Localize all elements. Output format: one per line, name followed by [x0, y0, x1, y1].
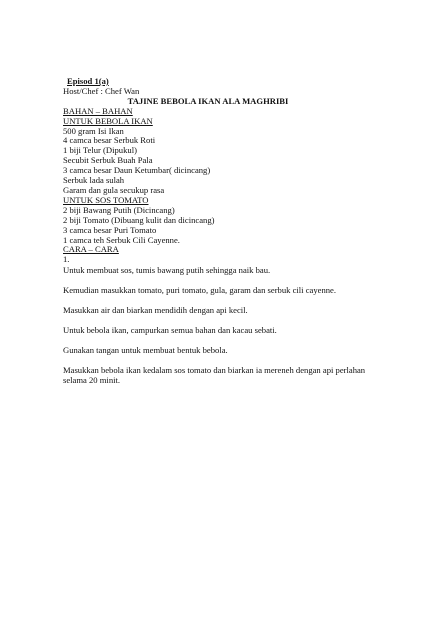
ingredient-item: 1 camca teh Serbuk Cili Cayenne.	[63, 234, 180, 245]
bebola-ingredient-list	[63, 127, 383, 196]
step-paragraph: Gunakan tangan untuk membuat bentuk bebola.	[63, 344, 228, 355]
ingredients-heading: BAHAN – BAHAN	[63, 105, 133, 116]
step-paragraph: Masukkan bebola ikan kedalam sos tomato dan biarkan ia mereneh dengan api perlahan selama 20 minit.	[63, 364, 366, 385]
ingredient-item: Serbuk lada sulah	[63, 175, 125, 186]
step-paragraph: Untuk bebola ikan, campurkan semua bahan dan kacau sebati.	[63, 324, 277, 335]
ingredient-item: 4 camca besar Serbuk Roti	[63, 135, 156, 146]
method-heading: CARA – CARA	[63, 244, 119, 255]
ingredient-item: 2 biji Tomato (Dibuang kulit dan dicincang)	[63, 214, 215, 225]
ingredient-item: 500 gram Isi Ikan	[63, 125, 124, 136]
recipe-title: TAJINE BEBOLA IKAN ALA MAGHRIBI	[127, 95, 289, 106]
method-steps	[63, 266, 383, 385]
recipe-document	[63, 77, 383, 386]
sos-subheading: UNTUK SOS TOMATO	[63, 194, 149, 205]
step-number: 1.	[63, 254, 70, 265]
bebola-subheading: UNTUK BEBOLA IKAN	[63, 115, 153, 126]
sos-ingredient-list	[63, 206, 383, 246]
ingredient-item: Secubit Serbuk Buah Pala	[63, 155, 153, 166]
step-paragraph: Kemudian masukkan tomato, puri tomato, gula, garam dan serbuk cili cayenne.	[63, 285, 337, 296]
step-paragraph: Masukkan air dan biarkan mendidih dengan api kecil.	[63, 305, 248, 316]
ingredient-item: 3 camca besar Daun Ketumbar( dicincang)	[63, 165, 211, 176]
episode-label: Episod 1(a)	[67, 76, 109, 86]
step-paragraph: Untuk membuat sos, tumis bawang putih sehingga naik bau.	[63, 265, 271, 276]
ingredient-item: 1 biji Telur (Dipukul)	[63, 145, 137, 156]
ingredient-item: 3 camca besar Puri Tomato	[63, 224, 157, 235]
ingredient-item: Garam dan gula secukup rasa	[63, 184, 165, 195]
ingredient-item: 2 biji Bawang Putih (Dicincang)	[63, 204, 175, 215]
host-line: Host/Chef : Chef Wan	[63, 85, 140, 96]
